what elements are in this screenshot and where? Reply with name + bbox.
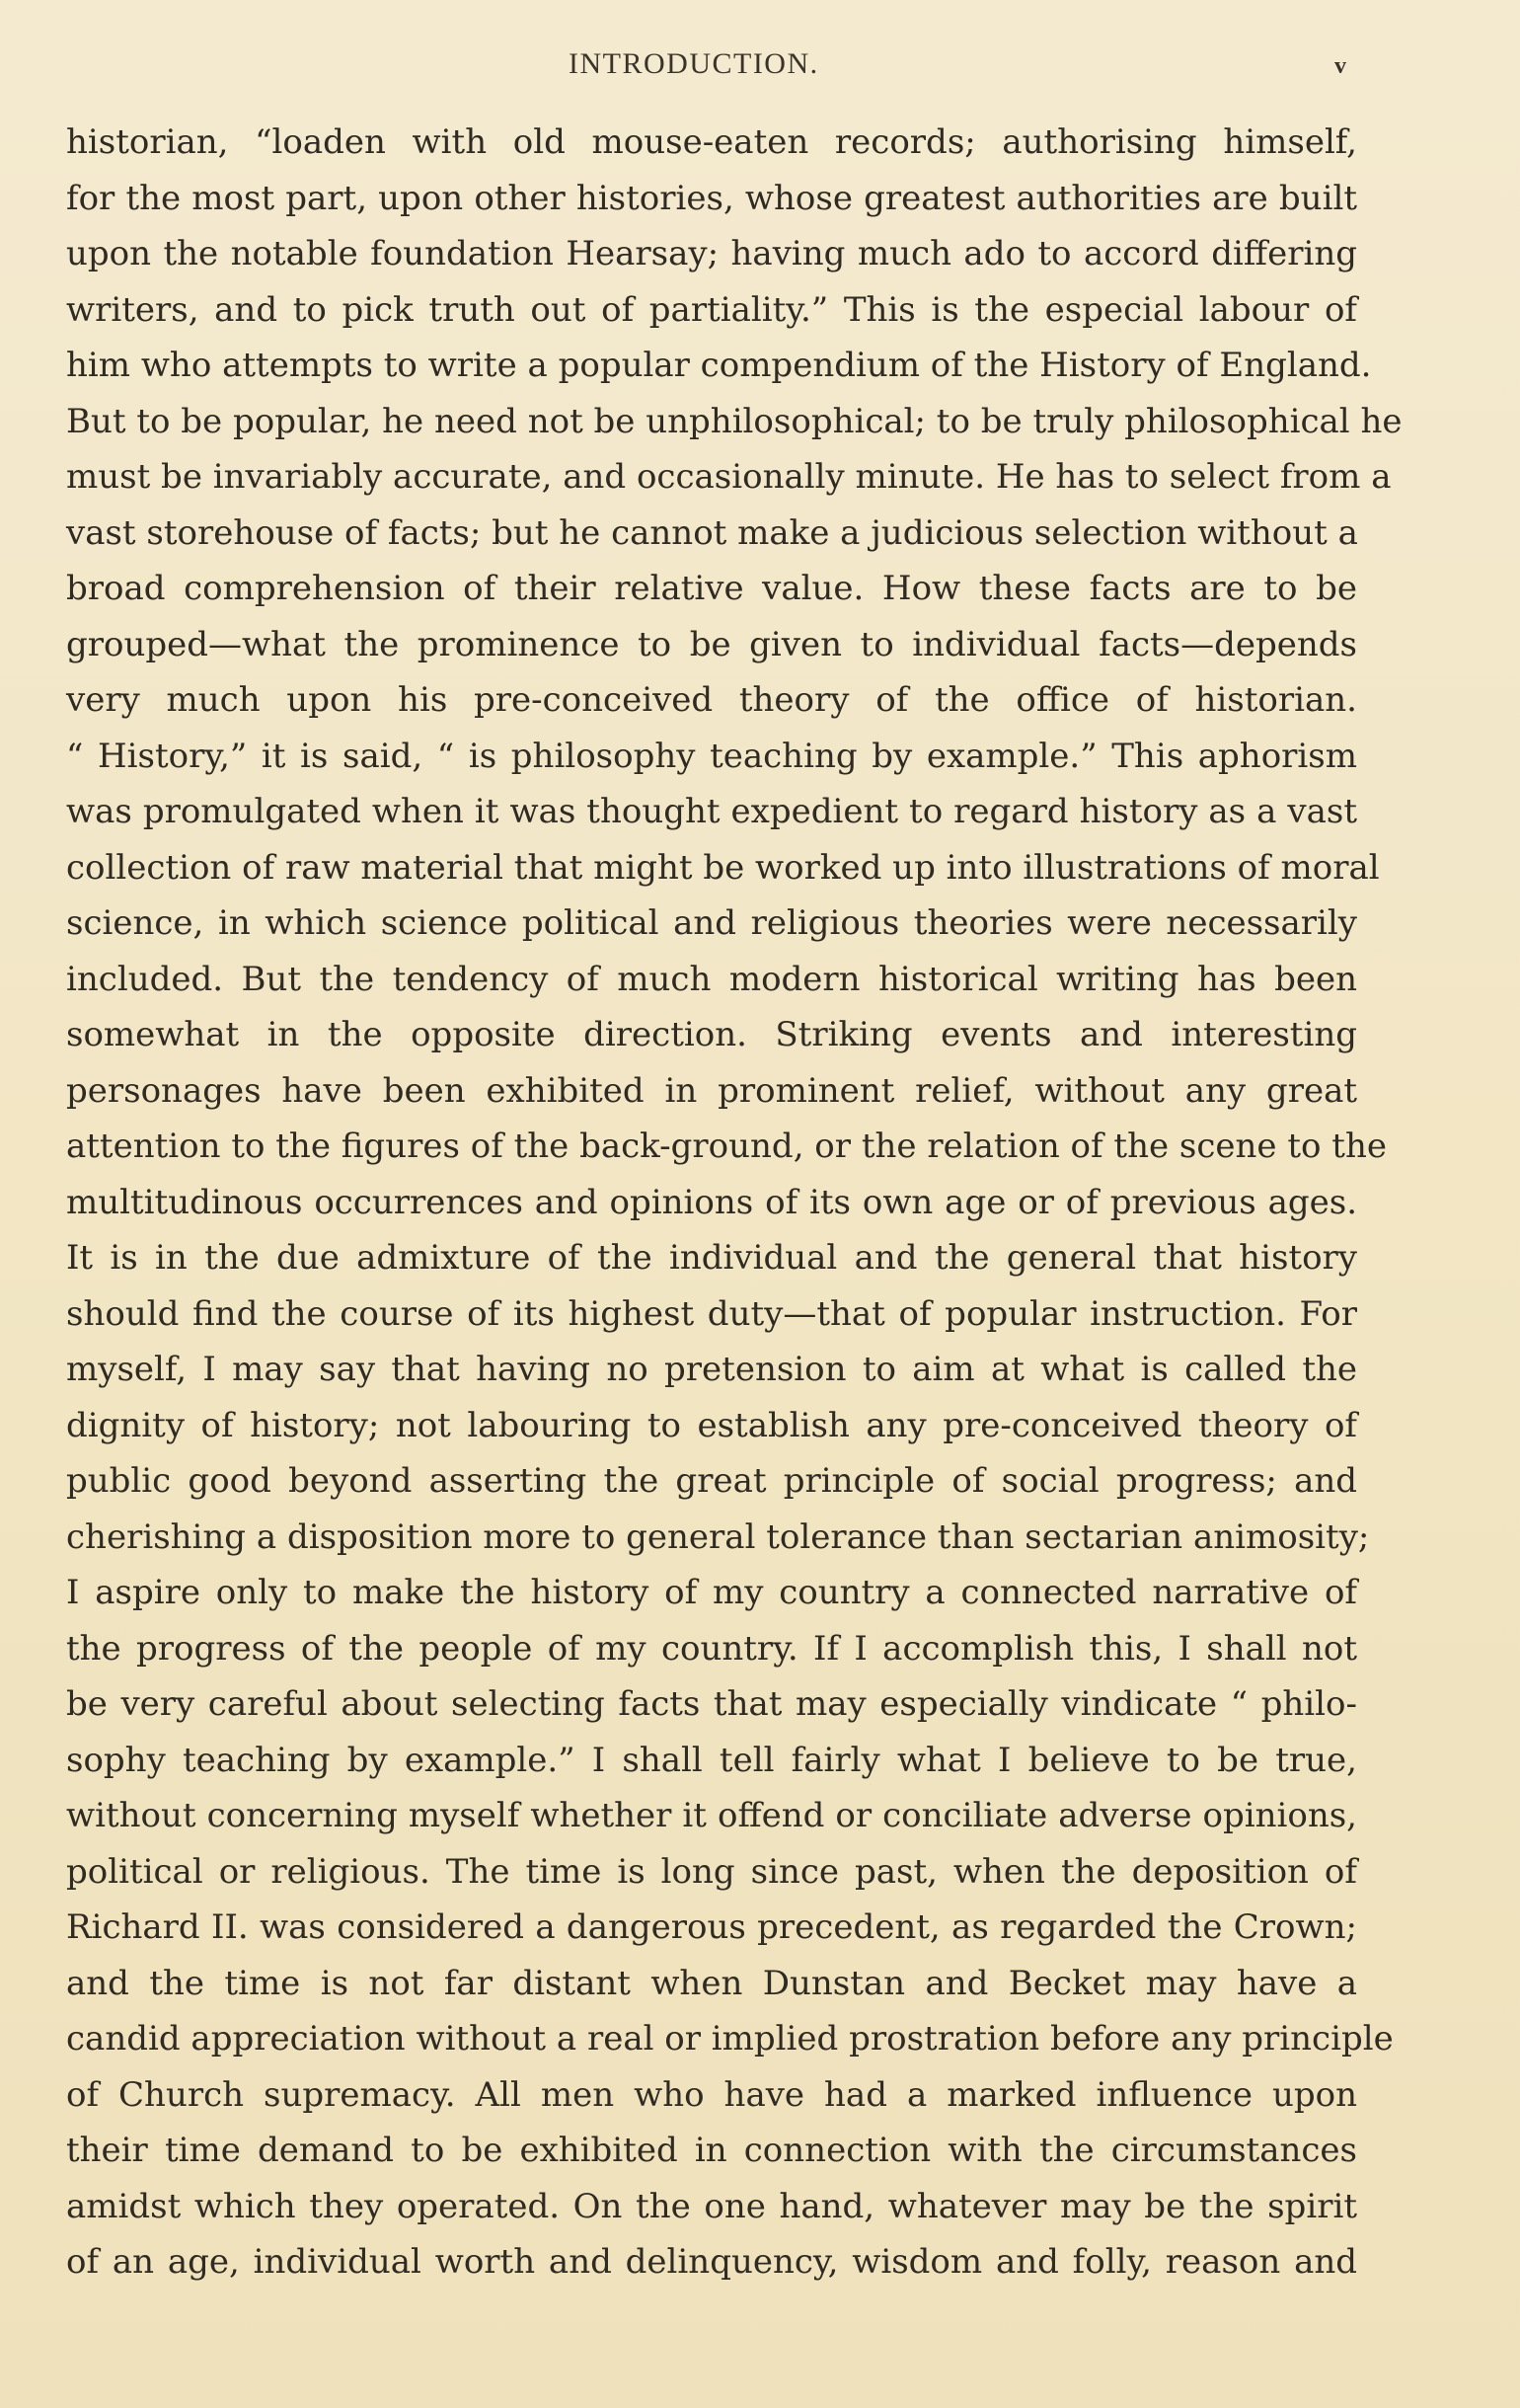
text-line: But to be popular, he need not be unphilosophical; to be truly philosophical he — [66, 401, 1403, 441]
running-title: INTRODUCTION. — [569, 47, 819, 80]
text-line: their time demand to be exhibited in connection with the circumstances — [66, 2131, 1357, 2170]
text-line: political or religious. The time is long since past, when the deposition of — [66, 1851, 1357, 1892]
text-line: be very careful about selecting facts that may especially vindicate “ philo- — [66, 1684, 1357, 1724]
text-line: upon the notable foundation Hearsay; having much ado to accord differing — [66, 234, 1357, 273]
text-line: sophy teaching by example.” I shall tell fairly what I believe to be true, — [66, 1740, 1357, 1780]
text-line: very much upon his pre-conceived theory of the office of historian. — [66, 680, 1357, 720]
text-line: was promulgated when it was thought expedient to regard history as a vast — [66, 792, 1357, 831]
text-line: included. But the tendency of much modern historical writing has been — [66, 959, 1357, 999]
text-line: him who attempts to write a popular compendium of the History of England. — [66, 346, 1372, 385]
text-line: for the most part, upon other histories, whose greatest authorities are built — [66, 178, 1357, 218]
text-line: amidst which they operated. On the one hand, whatever may be the spirit — [66, 2186, 1357, 2226]
text-line: myself, I may say that having no pretension to aim at what is called the — [66, 1350, 1357, 1389]
text-line: somewhat in the opposite direction. Striking events and interesting — [66, 1015, 1357, 1054]
text-line: It is in the due admixture of the individual and the general that history — [66, 1238, 1357, 1278]
text-line: and the time is not far distant when Dunstan and Becket may have a — [66, 1963, 1357, 2003]
page-number: v — [1334, 53, 1346, 79]
text-line: without concerning myself whether it offend or conciliate adverse opinions, — [66, 1796, 1357, 1835]
text-line: cherishing a disposition more to general tolerance than sectarian animosity; — [66, 1516, 1370, 1557]
text-line: personages have been exhibited in prominent relief, without any great — [66, 1070, 1357, 1111]
text-line: Richard II. was considered a dangerous precedent, as regarded the Crown; — [66, 1907, 1357, 1947]
text-line: writers, and to pick truth out of partiality.” This is the especial labour of — [66, 289, 1357, 330]
text-line: multitudinous occurrences and opinions of its own age or of previous ages. — [66, 1182, 1357, 1222]
text-line: I aspire only to make the history of my country a connected narrative of — [66, 1573, 1357, 1612]
text-line: historian, “loaden with old mouse-eaten records; authorising himself, — [66, 122, 1357, 162]
text-line: of an age, individual worth and delinquency, wisdom and folly, reason and — [66, 2242, 1357, 2282]
text-line: of Church supremacy. All men who have had a marked influence upon — [66, 2074, 1357, 2115]
text-line: should find the course of its highest duty—that of popular instruction. For — [66, 1293, 1357, 1334]
text-line: must be invariably accurate, and occasionally minute. He has to select from a — [66, 457, 1392, 497]
text-line: candid appreciation without a real or implied prostration before any principle — [66, 2019, 1394, 2058]
text-line: “ History,” it is said, “ is philosophy teaching by example.” This aphorism — [66, 736, 1357, 776]
text-line: vast storehouse of facts; but he cannot make a judicious selection without a — [66, 512, 1358, 553]
text-line: the progress of the people of my country. If I accomplish this, I shall not — [66, 1628, 1357, 1669]
text-line: dignity of history; not labouring to establish any pre-conceived theory of — [66, 1405, 1357, 1445]
text-line: collection of raw material that might be worked up into illustrations of moral — [66, 847, 1380, 888]
text-line: broad comprehension of their relative value. How these facts are to be — [66, 569, 1357, 608]
text-line: grouped—what the prominence to be given to individual facts—depends — [66, 624, 1357, 664]
text-line: attention to the figures of the back-ground, or the relation of the scene to the — [66, 1126, 1387, 1166]
body-text — [66, 115, 1403, 2291]
page-header — [0, 47, 1520, 91]
text-line: public good beyond asserting the great principle of social progress; and — [66, 1461, 1357, 1501]
text-line: science, in which science political and religious theories were necessarily — [66, 903, 1357, 943]
